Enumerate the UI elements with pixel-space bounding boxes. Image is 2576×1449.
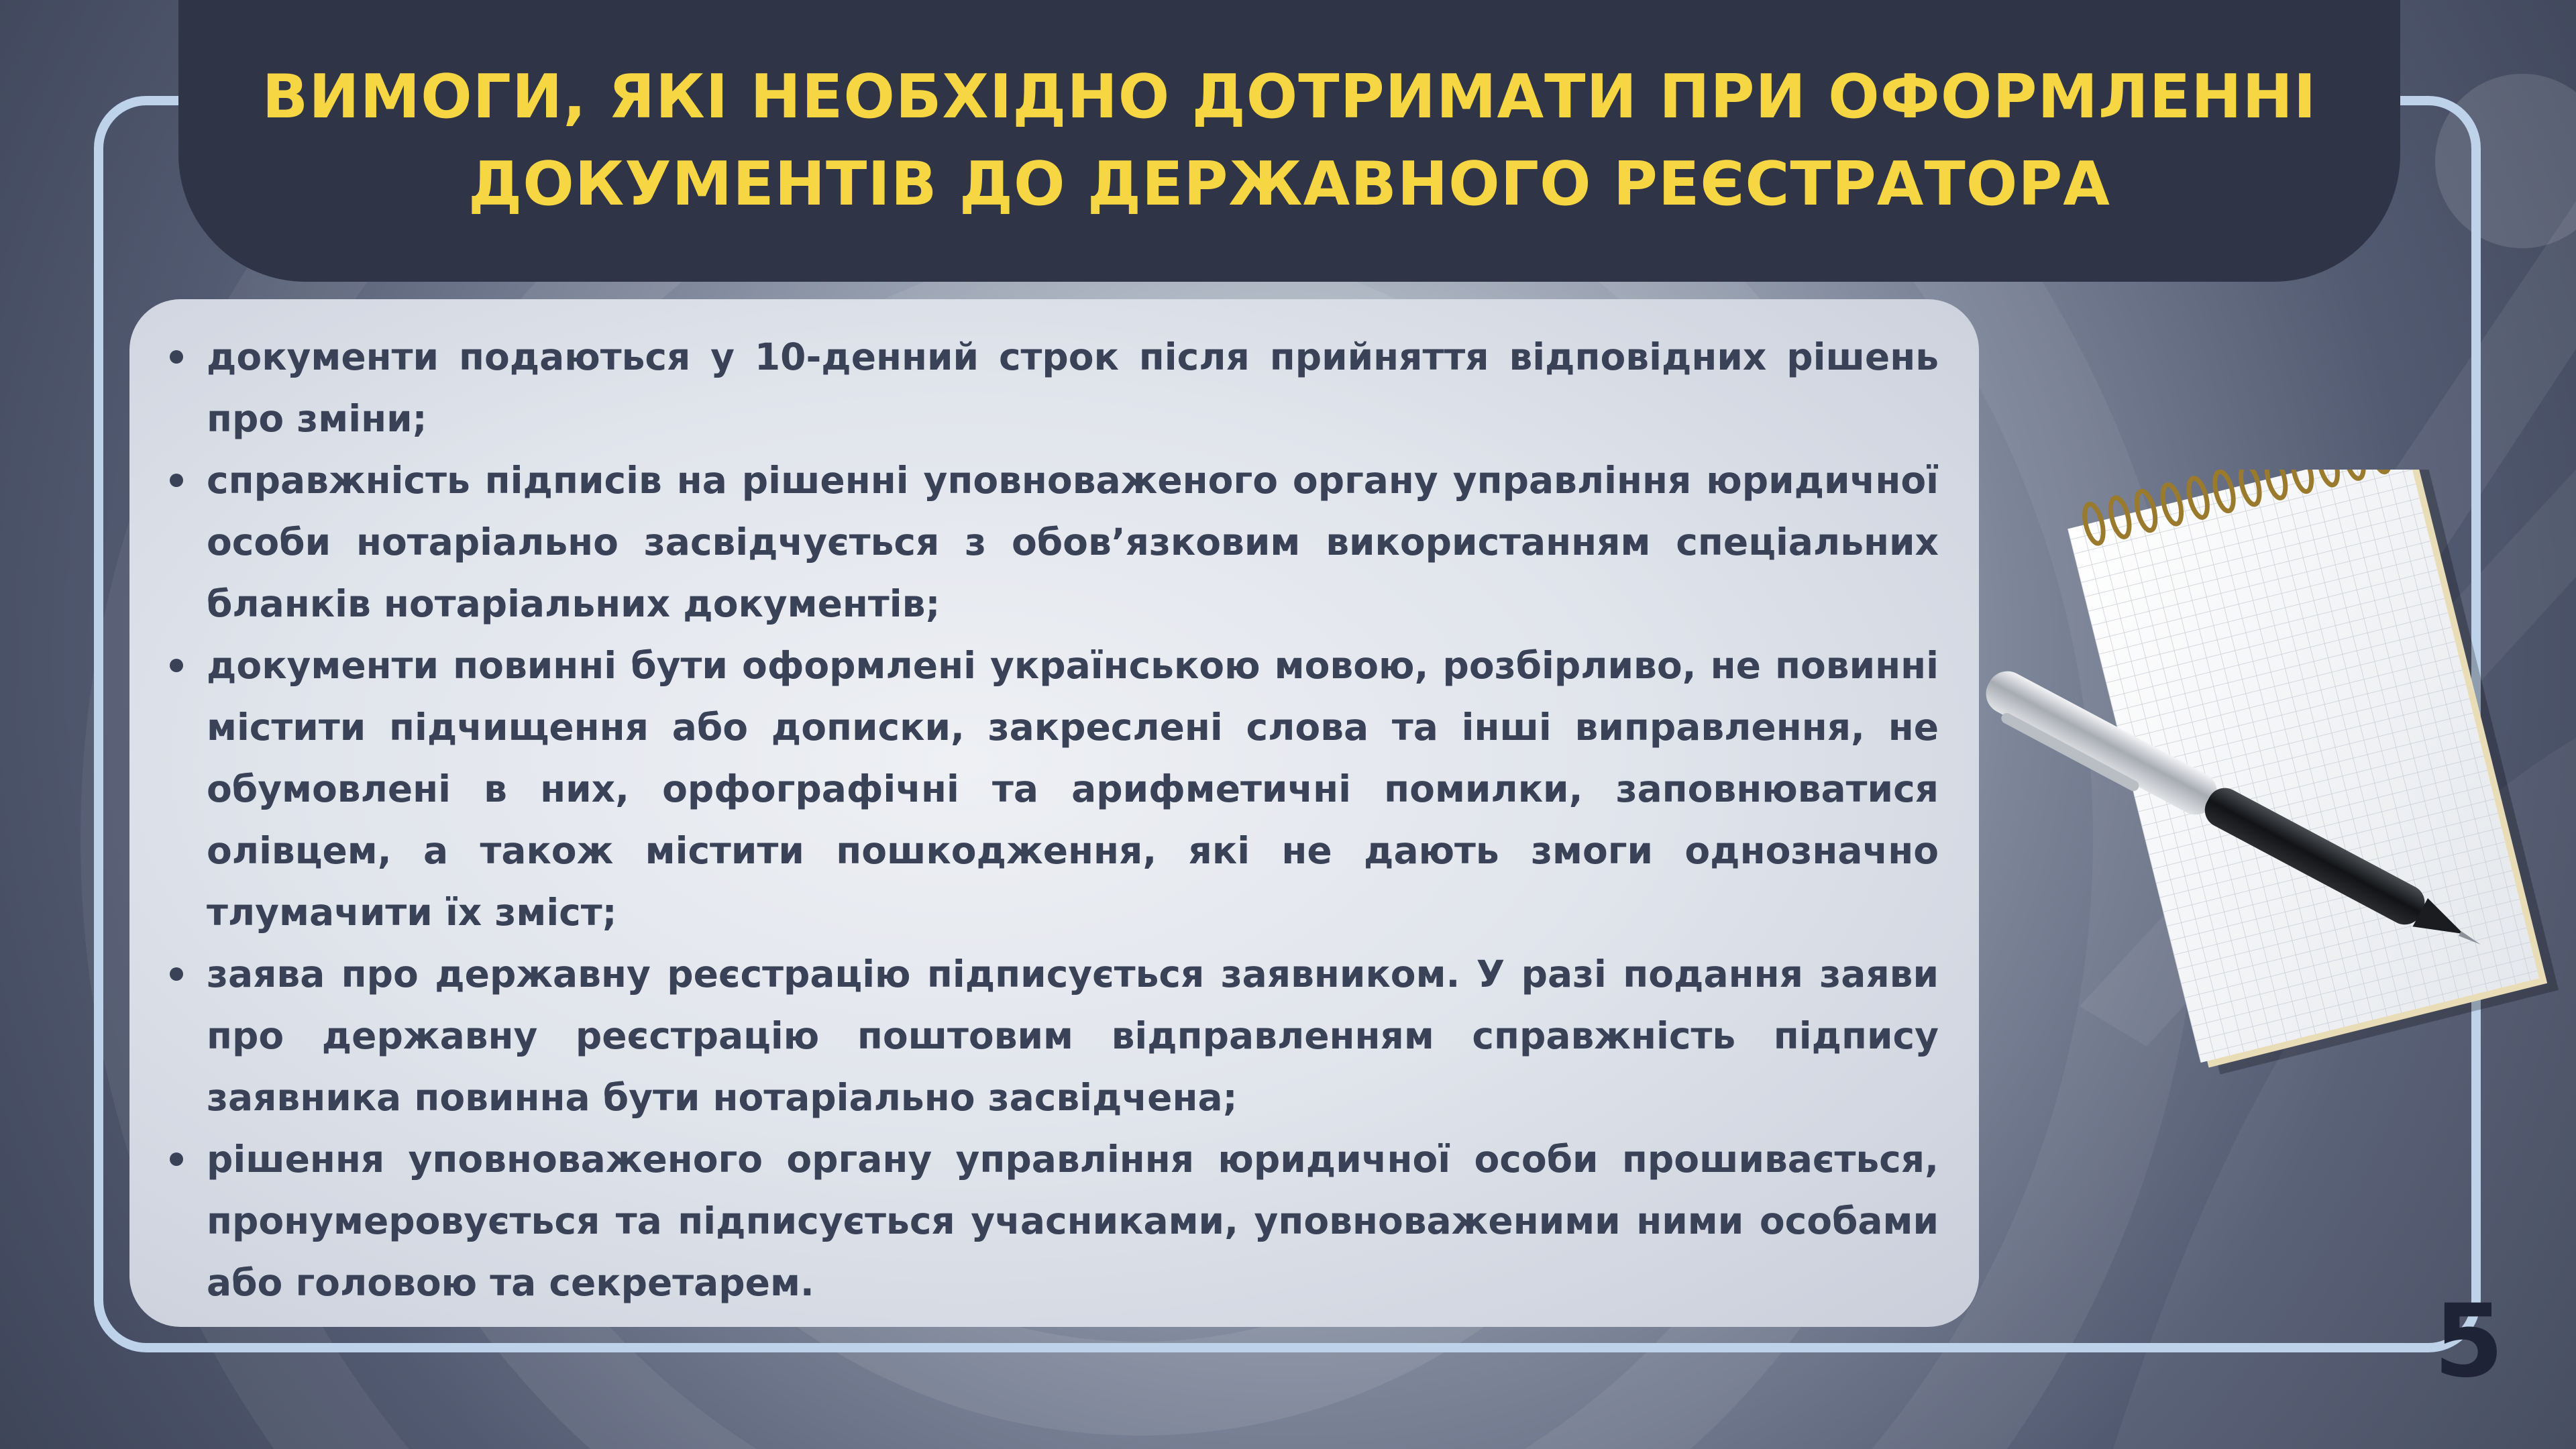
list-item: [170, 449, 1939, 635]
requirement-text: заява про державну реєстрацію підписується заявником. У разі подання заяви про державну реєстрацію поштовим відправленням справжність підпису заявника повинна бути нотаріально засвідчена;: [207, 953, 1939, 1119]
bullet-icon: [170, 350, 183, 364]
content-panel: [129, 299, 1979, 1327]
requirement-text: рішення уповноваженого органу управління юридичної особи прошивається, пронумеровується та підписується учасниками, уповноваженими ними особами або головою та секретарем.: [207, 1138, 1939, 1304]
bullet-icon: [170, 659, 183, 672]
page-number: 5: [2434, 1283, 2504, 1400]
list-item: [170, 635, 1939, 943]
list-item: [170, 326, 1939, 449]
requirement-text: документи повинні бути оформлені українською мовою, розбірливо, не повинні містити підчищення або дописки, закреслені слова та інші виправлення, не обумовлені в них, орфографічні та арифметичні помилки, заповнюватися олівцем, а також містити пошкодження, які не дають змоги однозначно тлумачити їх зміст;: [207, 644, 1939, 934]
list-item: [170, 1128, 1939, 1313]
slide-title: ВИМОГИ, ЯКІ НЕОБХІДНО ДОТРИМАТИ ПРИ ОФОРМЛЕННІ ДОКУМЕНТІВ ДО ДЕРЖАВНОГО РЕЄСТРАТОРА: [262, 62, 2317, 219]
title-banner: [178, 0, 2400, 282]
bullet-icon: [170, 1152, 183, 1166]
bullet-icon: [170, 474, 183, 487]
requirement-text: документи подаються у 10-денний строк після прийняття відповідних рішень про зміни;: [207, 335, 1939, 440]
requirement-text: справжність підписів на рішенні уповноваженого органу управління юридичної особи нотаріально засвідчується з обов’язковим використанням спеціальних бланків нотаріальних документів;: [207, 459, 1939, 625]
list-item: [170, 943, 1939, 1128]
notepad-with-pen-icon: [1972, 470, 2576, 1140]
requirements-list: [170, 326, 1939, 1313]
bullet-icon: [170, 967, 183, 981]
